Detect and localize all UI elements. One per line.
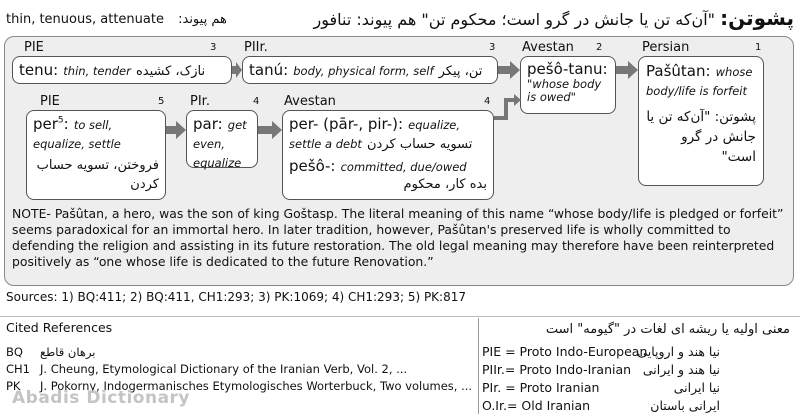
fa-tenu: نازک، کشیده bbox=[135, 64, 206, 79]
stage-num-pir: 4 bbox=[253, 96, 260, 107]
fa-pashutan: پشوتن: "آن‌که تن یا جانش در گرو است" bbox=[646, 109, 756, 165]
gloss-tenu: thin, tender bbox=[63, 64, 131, 78]
stage-label-avestan: Avestan bbox=[522, 40, 574, 55]
word-per: per bbox=[33, 115, 58, 133]
word-peso: pešô-: bbox=[289, 157, 336, 175]
arrow-head-peso-pesotanu bbox=[514, 94, 521, 106]
persian-definition: "آن‌که تن یا جانش در گرو است؛ محکوم تن" bbox=[421, 10, 715, 29]
stage-label-avestan-2: Avestan bbox=[284, 94, 336, 109]
related-label: هم پیوند: bbox=[178, 12, 227, 27]
cited-references-title: Cited References bbox=[6, 320, 113, 335]
headword: پشوتن: bbox=[720, 6, 794, 30]
vertical-divider bbox=[478, 318, 479, 414]
word-per-av: per- (pār-, pir-): bbox=[289, 115, 404, 133]
abbr-en: PIIr.= Proto Indo-Iranian bbox=[482, 362, 632, 377]
gloss-per: to sell, equalize, settle bbox=[33, 118, 121, 151]
gloss-peso: committed, due/owed bbox=[340, 160, 467, 174]
arrow-tanu-pesotanu bbox=[498, 61, 520, 79]
word-par: par: bbox=[193, 115, 223, 133]
word-tanu: tanú: bbox=[249, 61, 289, 79]
persian-related: هم پیوند: تنافور bbox=[313, 10, 417, 29]
note-text: NOTE- Pašûtan, a hero, was the son of king Goštasp. The literal meaning of this name “whose body/life is pledged or forfeit” seems paradoxical for an immortal hero. In later tradition, however, Pašûtan's preserved life is wholly committed to defending the religion and assisting in its future restoration. The old legal meaning may therefore have been reinterpreted positively as “one whose life is dedicated to the future Renovation.” bbox=[12, 206, 784, 269]
fa-tanu: تن، پیکر bbox=[438, 64, 483, 79]
sources: Sources: 1) BQ:411; 2) BQ:411, CH1:293; 3) PK:1069; 4) CH1:293; 5) PK:817 bbox=[6, 290, 466, 304]
ref-abbr: CH1 bbox=[6, 362, 30, 376]
stage-num-persian: 1 bbox=[755, 42, 762, 53]
gloss-pesotanu: "whose body is owed" bbox=[527, 77, 602, 104]
abbr-fa: نیا ایرانی bbox=[673, 380, 720, 395]
separator-line bbox=[0, 316, 800, 317]
ref-text: J. Pokorny, Indogermanisches Etymologisches Worterbuck, Two volumes, ... bbox=[40, 379, 473, 393]
fa-peso: بده کار، محکوم bbox=[403, 177, 487, 192]
stage-num-avestan-2: 4 bbox=[484, 96, 491, 107]
stage-label-pie-2: PIE bbox=[40, 94, 60, 109]
abbr-fa: نیا هند و اروپایی bbox=[637, 344, 720, 359]
fa-per: فروختن، تسویه حساب کردن bbox=[36, 158, 159, 192]
gloss-tanu: body, physical form, self bbox=[293, 64, 434, 78]
colon-per: : bbox=[63, 115, 69, 133]
ref-text: برهان قاطع bbox=[40, 345, 96, 359]
abbr-en: PIE = Proto Indo-European bbox=[482, 344, 648, 359]
english-meaning: thin, tenuous, attenuate هم پیوند: bbox=[6, 12, 227, 27]
ref-abbr: BQ bbox=[6, 345, 23, 359]
gloss-pashutan: whose body/life is forfeit bbox=[646, 65, 753, 98]
arrow-par-perav bbox=[258, 121, 282, 139]
stage-num-pie: 3 bbox=[210, 42, 217, 53]
fa-per-av: تسویه حساب کردن bbox=[367, 137, 473, 152]
abbr-en: PIr. = Proto Iranian bbox=[482, 380, 600, 395]
gloss-per-av: equalize, settle a debt bbox=[289, 118, 461, 151]
arrow-peso-pesotanu bbox=[494, 100, 516, 118]
stage-label-persian: Persian bbox=[642, 40, 690, 55]
arrow-pesotanu-pashutan bbox=[616, 61, 638, 79]
stage-num-piir: 3 bbox=[489, 42, 496, 53]
stage-label-piir: PIIr. bbox=[244, 40, 268, 55]
stage-label-pir: PIr. bbox=[190, 94, 210, 109]
ref-abbr: PK bbox=[6, 379, 21, 393]
word-tenu: tenu: bbox=[19, 61, 59, 79]
abbr-fa: نیا هند و ایرانی bbox=[642, 362, 720, 377]
stage-label-pie: PIE bbox=[24, 40, 44, 55]
stage-num-pie-2: 5 bbox=[158, 96, 165, 107]
ref-text: J. Cheung, Etymological Dictionary of the Iranian Verb, Vol. 2, ... bbox=[40, 362, 408, 376]
arrow-tenu-tanu bbox=[232, 62, 242, 78]
arrow-per-par bbox=[166, 121, 186, 139]
stage-num-avestan: 2 bbox=[596, 42, 603, 53]
abbr-fa: ایرانی باستان bbox=[650, 398, 720, 413]
sup-per: 5 bbox=[57, 115, 64, 126]
gloss-par: get even, equalize bbox=[193, 118, 247, 170]
watermark: Abadis Dictionary bbox=[12, 388, 191, 408]
abbr-en: O.Ir.= Old Iranian bbox=[482, 398, 591, 413]
word-pesotanu: pešô-tanu: bbox=[527, 60, 608, 78]
abbreviations-title: معنی اولیه یا ریشه ای لغات در "گیومه" است bbox=[545, 322, 790, 337]
word-pashutan: Pašûtan: bbox=[646, 62, 711, 80]
